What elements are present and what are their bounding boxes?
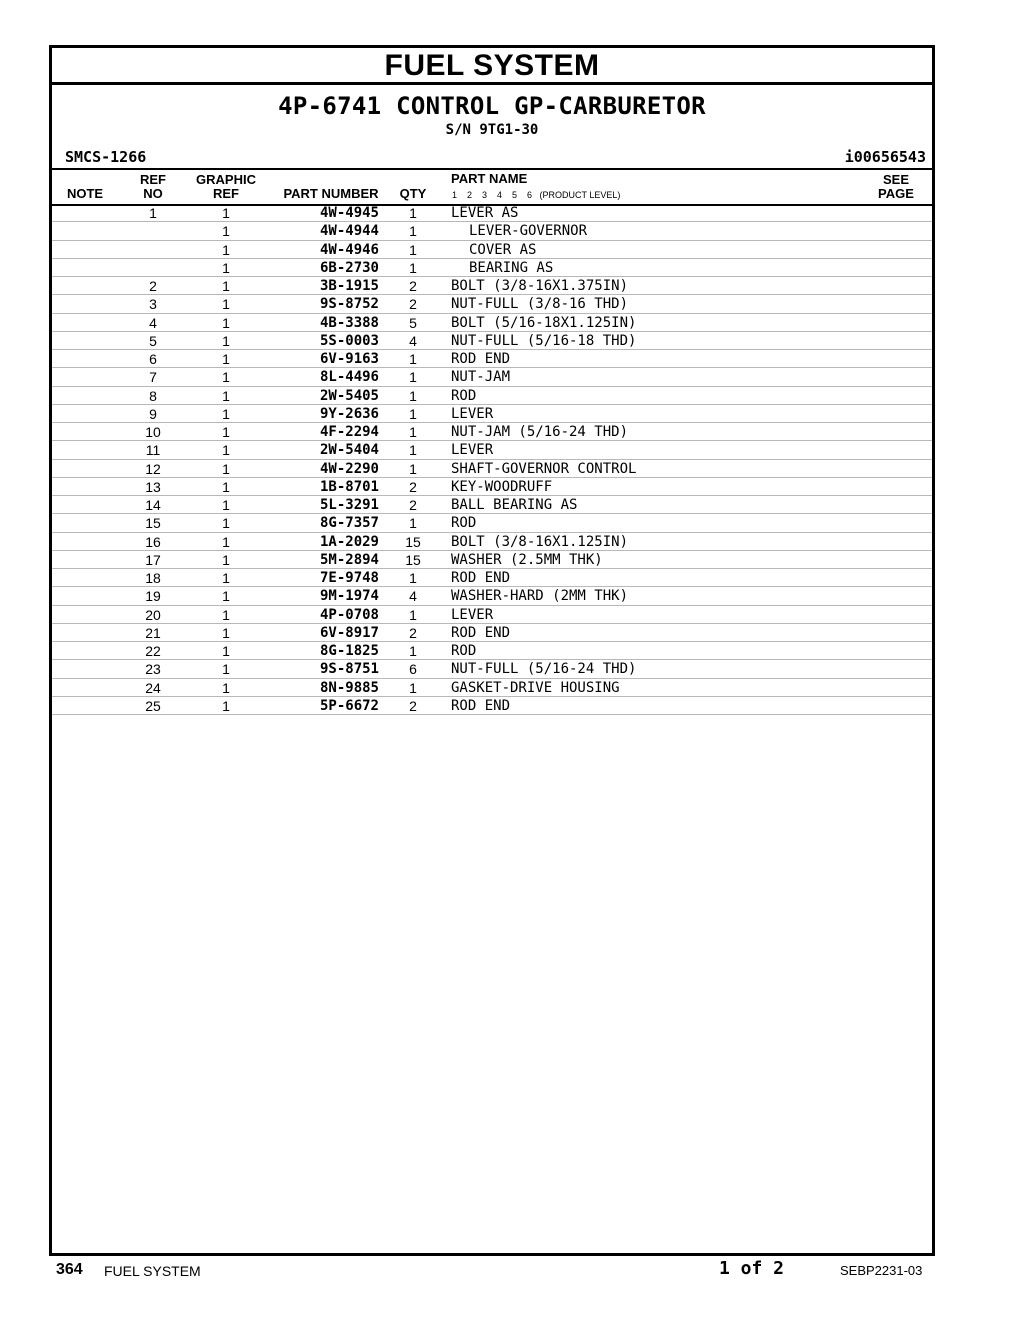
ref-number-cell: 8 <box>149 387 157 404</box>
qty-cell: 1 <box>409 205 417 221</box>
page-frame <box>49 45 935 1256</box>
table-row <box>52 441 932 459</box>
header-part-number: PART NUMBER <box>283 186 379 201</box>
ref-number-cell: 9 <box>149 405 157 422</box>
header-graphic-line1: GRAPHIC <box>196 172 256 187</box>
table-row <box>52 350 932 368</box>
header-note: NOTE <box>66 186 104 201</box>
part-name-cell: NUT-FULL (5/16-18 THD) <box>451 332 637 349</box>
ref-number-cell: 16 <box>145 533 161 550</box>
qty-cell: 2 <box>409 478 417 495</box>
ref-number-cell: 10 <box>145 424 161 440</box>
graphic-ref-cell: 1 <box>222 679 230 696</box>
table-header <box>52 168 932 206</box>
qty-cell: 1 <box>409 405 417 422</box>
qty-cell: 1 <box>409 241 417 258</box>
table-row <box>52 314 932 332</box>
table-row <box>52 642 932 660</box>
part-name-cell: LEVER <box>451 405 494 422</box>
part-name-cell: GASKET-DRIVE HOUSING <box>451 679 620 696</box>
table-row <box>52 551 932 569</box>
part-number-cell: 8N-9885 <box>319 679 379 696</box>
part-number-cell: 4W-2290 <box>319 460 379 477</box>
graphic-ref-cell: 1 <box>222 442 230 459</box>
ref-number-cell: 3 <box>149 296 157 313</box>
group-title: 4P-6741 CONTROL GP-CARBURETOR <box>278 92 706 120</box>
graphic-ref-cell: 1 <box>222 570 230 586</box>
graphic-ref-cell: 1 <box>222 241 230 258</box>
table-row <box>52 697 932 715</box>
table-row <box>52 660 932 678</box>
qty-cell: 2 <box>409 296 417 313</box>
qty-cell: 1 <box>409 424 417 440</box>
graphic-ref-cell: 1 <box>222 515 230 532</box>
graphic-ref-cell: 1 <box>222 643 230 659</box>
table-row <box>52 241 932 259</box>
graphic-ref-cell: 1 <box>222 624 230 641</box>
ref-number-cell: 17 <box>145 551 161 568</box>
part-number-cell: 4W-4945 <box>319 205 379 221</box>
table-row <box>52 295 932 313</box>
graphic-ref-cell: 1 <box>222 661 230 678</box>
ref-number-cell: 6 <box>149 351 157 367</box>
qty-cell: 1 <box>409 515 417 532</box>
part-name-cell: NUT-JAM <box>451 369 511 386</box>
graphic-ref-cell: 1 <box>222 460 230 477</box>
header-ref-line1: REF <box>140 172 166 187</box>
table-row <box>52 679 932 697</box>
footer-document-number: SEBP2231-03 <box>840 1263 923 1278</box>
qty-cell: 1 <box>409 223 417 240</box>
part-number-cell: 2W-5405 <box>319 387 379 404</box>
part-name-cell: ROD END <box>451 624 511 641</box>
ref-number-cell: 4 <box>149 314 157 331</box>
part-number-cell: 8L-4496 <box>319 369 379 386</box>
part-name-cell: NUT-FULL (3/8-16 THD) <box>451 296 629 313</box>
qty-cell: 2 <box>409 278 417 294</box>
part-number-cell: 5P-6672 <box>319 697 379 714</box>
graphic-ref-cell: 1 <box>222 205 230 221</box>
qty-cell: 15 <box>405 551 421 568</box>
graphic-ref-cell: 1 <box>222 369 230 386</box>
ref-number-cell: 19 <box>145 588 161 605</box>
part-number-cell: 8G-7357 <box>319 515 379 532</box>
part-number-cell: 9S-8751 <box>319 661 379 678</box>
graphic-ref-cell: 1 <box>222 497 230 513</box>
ref-number-cell: 20 <box>145 606 161 623</box>
part-number-cell: 4F-2294 <box>319 424 379 440</box>
graphic-ref-cell: 1 <box>222 588 230 605</box>
qty-cell: 1 <box>409 387 417 404</box>
qty-cell: 1 <box>409 643 417 659</box>
graphic-ref-cell: 1 <box>222 259 230 276</box>
qty-cell: 1 <box>409 570 417 586</box>
qty-cell: 1 <box>409 460 417 477</box>
part-number-cell: 5L-3291 <box>319 497 379 513</box>
qty-cell: 6 <box>409 661 417 678</box>
part-name-cell: ROD <box>451 643 477 659</box>
qty-cell: 1 <box>409 679 417 696</box>
graphic-ref-cell: 1 <box>222 697 230 714</box>
footer-page-number: 364 <box>56 1261 83 1278</box>
ref-number-cell: 11 <box>145 442 161 459</box>
part-number-cell: 6V-8917 <box>319 624 379 641</box>
table-row <box>52 387 932 405</box>
graphic-ref-cell: 1 <box>222 332 230 349</box>
ref-number-cell: 5 <box>149 332 157 349</box>
table-row <box>52 496 932 514</box>
table-row <box>52 368 932 386</box>
footer-section-name: FUEL SYSTEM <box>104 1263 201 1279</box>
part-name-cell: BOLT (3/8-16X1.375IN) <box>451 278 629 294</box>
ref-number-cell: 21 <box>145 624 161 641</box>
header-see-line2: PAGE <box>878 186 914 201</box>
header-graphic-line2: REF <box>213 186 239 201</box>
smcs-code: SMCS-1266 <box>65 148 147 166</box>
graphic-ref-cell: 1 <box>222 296 230 313</box>
table-row <box>52 569 932 587</box>
graphic-ref-cell: 1 <box>222 223 230 240</box>
ref-number-cell: 22 <box>145 643 161 659</box>
part-number-cell: 6B-2730 <box>319 259 379 276</box>
illustration-id: i00656543 <box>844 148 926 166</box>
graphic-ref-cell: 1 <box>222 478 230 495</box>
part-name-cell: LEVER <box>451 442 494 459</box>
part-number-cell: 4P-0708 <box>319 606 379 623</box>
header-part-name: PART NAME <box>451 171 528 186</box>
table-row <box>52 624 932 642</box>
part-number-cell: 5S-0003 <box>319 332 379 349</box>
part-number-cell: 1B-8701 <box>319 478 379 495</box>
part-number-cell: 4B-3388 <box>319 314 379 331</box>
ref-number-cell: 25 <box>145 697 161 714</box>
qty-cell: 5 <box>409 314 417 331</box>
part-name-cell: KEY-WOODRUFF <box>451 478 553 495</box>
section-title: FUEL SYSTEM <box>52 48 932 85</box>
graphic-ref-cell: 1 <box>222 314 230 331</box>
table-row <box>52 514 932 532</box>
part-number-cell: 3B-1915 <box>319 278 379 294</box>
footer-sheet-indicator: 1 of 2 <box>719 1258 785 1279</box>
qty-cell: 4 <box>409 588 417 605</box>
qty-cell: 1 <box>409 351 417 367</box>
graphic-ref-cell: 1 <box>222 387 230 404</box>
ref-number-cell: 1 <box>149 205 157 221</box>
part-name-cell: NUT-JAM (5/16-24 THD) <box>451 424 629 440</box>
part-name-cell: LEVER AS <box>451 205 519 221</box>
table-row <box>52 587 932 605</box>
part-number-cell: 9Y-2636 <box>319 405 379 422</box>
qty-cell: 2 <box>409 697 417 714</box>
part-number-cell: 6V-9163 <box>319 351 379 367</box>
part-name-cell: BOLT (5/16-18X1.125IN) <box>451 314 637 331</box>
header-see-line1: SEE <box>882 172 909 187</box>
ref-number-cell: 13 <box>145 478 161 495</box>
table-row <box>52 606 932 624</box>
part-number-cell: 2W-5404 <box>319 442 379 459</box>
table-row <box>52 478 932 496</box>
part-name-cell: BEARING AS <box>469 259 554 276</box>
part-number-cell: 8G-1825 <box>319 643 379 659</box>
table-row <box>52 259 932 277</box>
header-product-levels: 1 2 3 4 5 6 (PRODUCT LEVEL) <box>452 190 621 200</box>
qty-cell: 15 <box>405 533 421 550</box>
part-name-cell: ROD END <box>451 570 511 586</box>
graphic-ref-cell: 1 <box>222 533 230 550</box>
part-name-cell: NUT-FULL (5/16-24 THD) <box>451 661 637 678</box>
qty-cell: 1 <box>409 369 417 386</box>
qty-cell: 1 <box>409 442 417 459</box>
graphic-ref-cell: 1 <box>222 405 230 422</box>
part-name-cell: SHAFT-GOVERNOR CONTROL <box>451 460 637 477</box>
part-name-cell: BALL BEARING AS <box>451 497 578 513</box>
ref-number-cell: 7 <box>149 369 157 386</box>
qty-cell: 1 <box>409 259 417 276</box>
part-number-cell: 4W-4944 <box>319 223 379 240</box>
table-row <box>52 533 932 551</box>
part-name-cell: ROD END <box>451 697 511 714</box>
ref-number-cell: 23 <box>145 661 161 678</box>
table-row <box>52 204 932 222</box>
graphic-ref-cell: 1 <box>222 351 230 367</box>
table-row <box>52 405 932 423</box>
part-name-cell: LEVER <box>451 606 494 623</box>
ref-number-cell: 12 <box>145 460 161 477</box>
ref-number-cell: 2 <box>149 278 157 294</box>
part-number-cell: 9S-8752 <box>319 296 379 313</box>
part-name-cell: WASHER (2.5MM THK) <box>451 551 603 568</box>
ref-number-cell: 14 <box>145 497 161 513</box>
part-name-cell: WASHER-HARD (2MM THK) <box>451 588 629 605</box>
qty-cell: 2 <box>409 624 417 641</box>
part-name-cell: ROD <box>451 515 477 532</box>
qty-cell: 2 <box>409 497 417 513</box>
part-name-cell: ROD <box>451 387 477 404</box>
part-number-cell: 5M-2894 <box>319 551 379 568</box>
graphic-ref-cell: 1 <box>222 278 230 294</box>
ref-number-cell: 18 <box>145 570 161 586</box>
table-row <box>52 423 932 441</box>
table-row <box>52 277 932 295</box>
serial-number-range: S/N 9TG1-30 <box>445 122 539 138</box>
part-number-cell: 9M-1974 <box>319 588 379 605</box>
part-name-cell: ROD END <box>451 351 511 367</box>
header-ref-line2: NO <box>143 186 163 201</box>
parts-table-body <box>52 204 932 715</box>
ref-number-cell: 24 <box>145 679 161 696</box>
part-name-cell: LEVER-GOVERNOR <box>469 223 588 240</box>
part-number-cell: 7E-9748 <box>319 570 379 586</box>
part-number-cell: 1A-2029 <box>319 533 379 550</box>
qty-cell: 1 <box>409 606 417 623</box>
graphic-ref-cell: 1 <box>222 424 230 440</box>
table-row <box>52 460 932 478</box>
part-number-cell: 4W-4946 <box>319 241 379 258</box>
part-name-cell: BOLT (3/8-16X1.125IN) <box>451 533 629 550</box>
graphic-ref-cell: 1 <box>222 606 230 623</box>
table-row <box>52 222 932 240</box>
header-qty: QTY <box>399 186 427 201</box>
table-row <box>52 332 932 350</box>
graphic-ref-cell: 1 <box>222 551 230 568</box>
qty-cell: 4 <box>409 332 417 349</box>
ref-number-cell: 15 <box>145 515 161 532</box>
part-name-cell: COVER AS <box>469 241 537 258</box>
